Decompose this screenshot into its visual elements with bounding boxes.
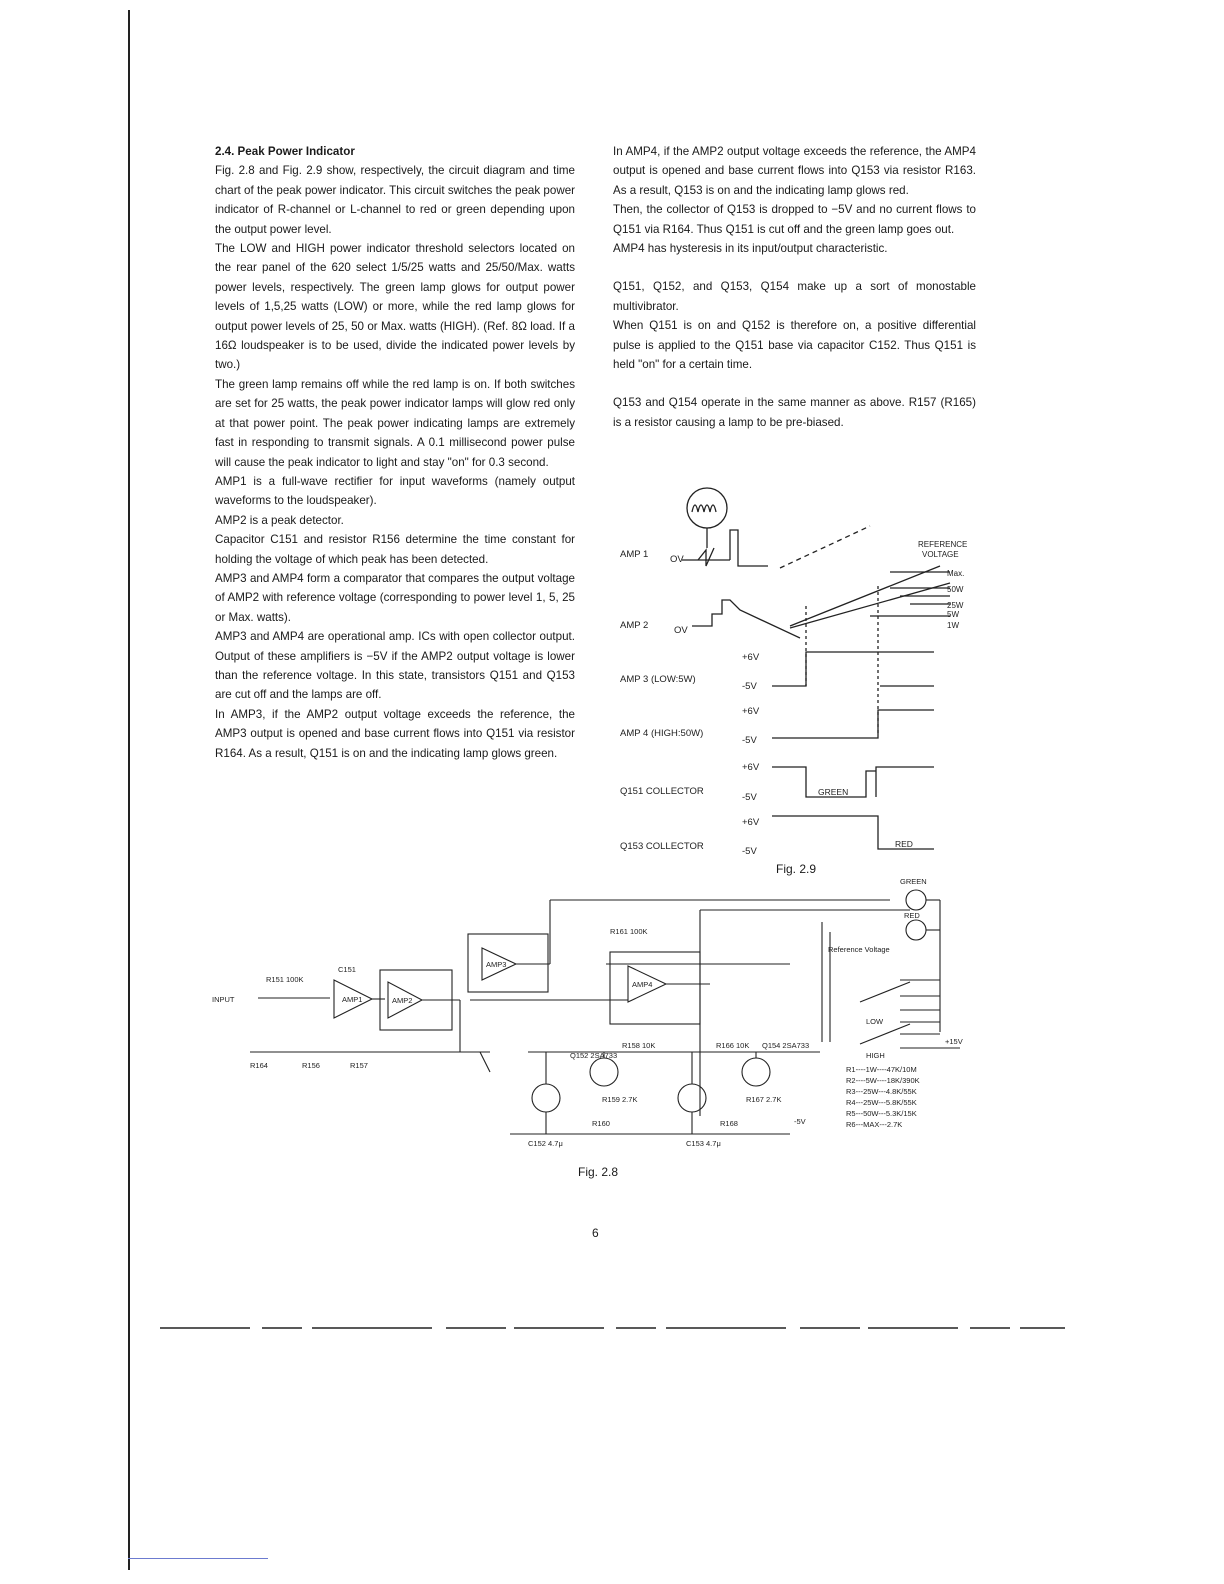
row-label: AMP 3 (LOW:5W) [620, 674, 696, 685]
amp4-trace [772, 710, 934, 738]
part-label: R164 [250, 1061, 268, 1070]
selector-row: R3---25W---4.8K/55K [846, 1087, 917, 1096]
selector-row: R1----1W----47K/10M [846, 1065, 917, 1074]
input-label: INPUT [212, 995, 235, 1004]
left-paragraph: AMP3 and AMP4 are operational amp. ICs with open collector output. Output of these amplifiers is −5V if the AMP2 output voltage is lower than the reference voltage. In this state, transistors Q151 and Q153 are cut off and the lamps are off. [215, 630, 575, 702]
q153-transistor [678, 1084, 706, 1112]
part-label: C153 4.7μ [686, 1139, 721, 1148]
plus6v-label: +6V [742, 817, 760, 828]
plus6v-label: +6V [742, 762, 760, 773]
right-paragraph: When Q151 is on and Q152 is therefore on, a positive differential pulse is applied to the Q151 base via capacitor C152. Thus Q151 is held "on" for a certain time. [613, 319, 976, 372]
left-paragraph: In AMP3, if the AMP2 output voltage exceeds the reference, the AMP3 output is opened and base current flows into Q151 via resistor R164. As a result, Q151 is on and the indicating lamp glows green. [215, 707, 575, 760]
level-label: 50W [947, 585, 964, 594]
green-lamp-icon [906, 890, 926, 910]
left-paragraph: The LOW and HIGH power indicator threshold selectors located on the rear panel of the 620 select 1/5/25 watts and 25/50/Max. watts power levels, respectively. The green lamp glows for output power levels of 1,5,25 watts (LOW) or more, while the red lamp glows for output power levels of 25, 50 or Max. watts (HIGH). (Ref. 8Ω load. If a 16Ω loudspeaker is to be used, divide the indicated power levels by two.) [215, 242, 575, 372]
part-label: R167 2.7K [746, 1095, 782, 1104]
row-label: AMP 4 (HIGH:50W) [620, 728, 704, 739]
row-label: Q151 COLLECTOR [620, 786, 704, 797]
ov-label: OV [670, 554, 684, 565]
part-label: Q154 2SA733 [762, 1041, 810, 1050]
reference-voltage-label-2: VOLTAGE [922, 550, 959, 559]
part-label: R156 [302, 1061, 320, 1070]
amp1-trace [698, 548, 714, 566]
level-label: Max. [947, 569, 965, 578]
lamp-red-label: RED [904, 911, 920, 920]
row-label: Q153 COLLECTOR [620, 841, 704, 852]
supply-neg-label: -5V [794, 1117, 806, 1126]
right-paragraph: Then, the collector of Q153 is dropped to −5V and no current flows to Q151 via R164. Thus Q151 is cut off and the green lamp goes out. [613, 203, 976, 236]
selector-row: R4---25W---5.8K/55K [846, 1098, 917, 1107]
q151-transistor [532, 1084, 560, 1112]
row-label: AMP 2 [620, 620, 649, 631]
red-lamp-icon [906, 920, 926, 940]
fig29-caption: Fig. 2.9 [776, 862, 817, 876]
part-label: R151 100K [266, 975, 304, 984]
green-label: GREEN [818, 787, 849, 797]
q152-transistor [590, 1058, 618, 1086]
part-label: R160 [592, 1119, 610, 1128]
part-label: R168 [720, 1119, 738, 1128]
part-label: C151 [338, 965, 356, 974]
amp-label: AMP2 [392, 996, 413, 1005]
left-paragraph: Capacitor C151 and resistor R156 determine the time constant for holding the voltage of which peak has been detected. [215, 533, 575, 566]
minus5v-label: -5V [742, 735, 757, 746]
selector-row: R6---MAX---2.7K [846, 1120, 903, 1129]
level-label: 5W [947, 610, 959, 619]
amp2-trace [692, 600, 800, 638]
right-paragraph: Q151, Q152, and Q153, Q154 make up a sort of monostable multivibrator. [613, 280, 976, 313]
plus6v-label: +6V [742, 706, 760, 717]
part-label: R161 100K [610, 927, 648, 936]
part-label: R159 2.7K [602, 1095, 638, 1104]
part-label: C152 4.7μ [528, 1139, 563, 1148]
level-label: 25W [947, 601, 964, 610]
minus5v-label: -5V [742, 681, 757, 692]
binding-line [128, 10, 130, 1570]
left-paragraph: Fig. 2.8 and Fig. 2.9 show, respectively, the circuit diagram and time chart of the peak power indicator. This circuit switches the peak power indicator of R-channel or L-channel to red or green depending upon the output power level. [215, 164, 575, 236]
left-paragraph: AMP1 is a full-wave rectifier for input waveforms (namely output waveforms to the loudspeaker). [215, 474, 575, 508]
left-column [215, 142, 575, 763]
section-heading: 2.4. Peak Power Indicator [215, 145, 355, 158]
supply-pos-label: +15V [945, 1037, 963, 1046]
right-paragraph: Q153 and Q154 operate in the same manner as above. R157 (R165) is a resistor causing a lamp to be pre-biased. [613, 396, 976, 429]
level-label: 1W [947, 621, 959, 630]
red-label: RED [895, 839, 913, 849]
left-paragraph: AMP2 is a peak detector. [215, 513, 344, 527]
part-label: R166 10K [716, 1041, 750, 1050]
reference-voltage-label: Reference Voltage [828, 945, 890, 954]
right-column [613, 142, 976, 432]
fig28-caption: Fig. 2.8 [578, 1165, 619, 1179]
low-label: LOW [866, 1017, 884, 1026]
lamp-green-label: GREEN [900, 877, 927, 886]
right-paragraph: AMP4 has hysteresis in its input/output characteristic. [613, 242, 888, 256]
fig28-circuit-diagram [210, 872, 970, 1180]
left-paragraph: The green lamp remains off while the red lamp is on. If both switches are set for 25 watts, the peak power indicator lamps will glow red only at that power point. The peak power indicating lamps are extremely fast in responding to transmit signals. A 0.1 millisecond power pulse will cause the peak indicator to light and stay "on" for 0.3 second. [215, 377, 575, 469]
reference-voltage-label: REFERENCE [918, 540, 968, 549]
selector-row: R2----5W----18K/390K [846, 1076, 920, 1085]
fig29-time-chart [610, 486, 990, 882]
amp-label: AMP3 [486, 960, 507, 969]
q154-transistor [742, 1058, 770, 1086]
right-paragraph: In AMP4, if the AMP2 output voltage exceeds the reference, the AMP4 output is opened and base current flows into Q153 via resistor R163. As a result, Q153 is on and the indicating lamp glows red. [613, 145, 976, 197]
high-label: HIGH [866, 1051, 885, 1060]
q151-trace [772, 767, 934, 797]
part-label: R157 [350, 1061, 368, 1070]
minus5v-label: -5V [742, 792, 757, 803]
amp3-trace [772, 652, 934, 686]
row-label: AMP 1 [620, 549, 649, 560]
part-label: Q152 2SA733 [570, 1051, 618, 1060]
page-number: 6 [592, 1226, 599, 1240]
selector-row: R5---50W---5.3K/15K [846, 1109, 917, 1118]
left-paragraph: AMP3 and AMP4 form a comparator that compares the output voltage of AMP2 with reference voltage (corresponding to power level 1, 5, 25 or Max. watts). [215, 571, 575, 624]
part-label: R158 10K [622, 1041, 656, 1050]
binding-foot-line [128, 1558, 268, 1559]
minus5v-label: -5V [742, 846, 757, 857]
amp-label: AMP1 [342, 995, 363, 1004]
plus6v-label: +6V [742, 652, 760, 663]
footer-dashed-rule [160, 1326, 1065, 1330]
amp-label: AMP4 [632, 980, 653, 989]
ov-label: OV [674, 625, 688, 636]
